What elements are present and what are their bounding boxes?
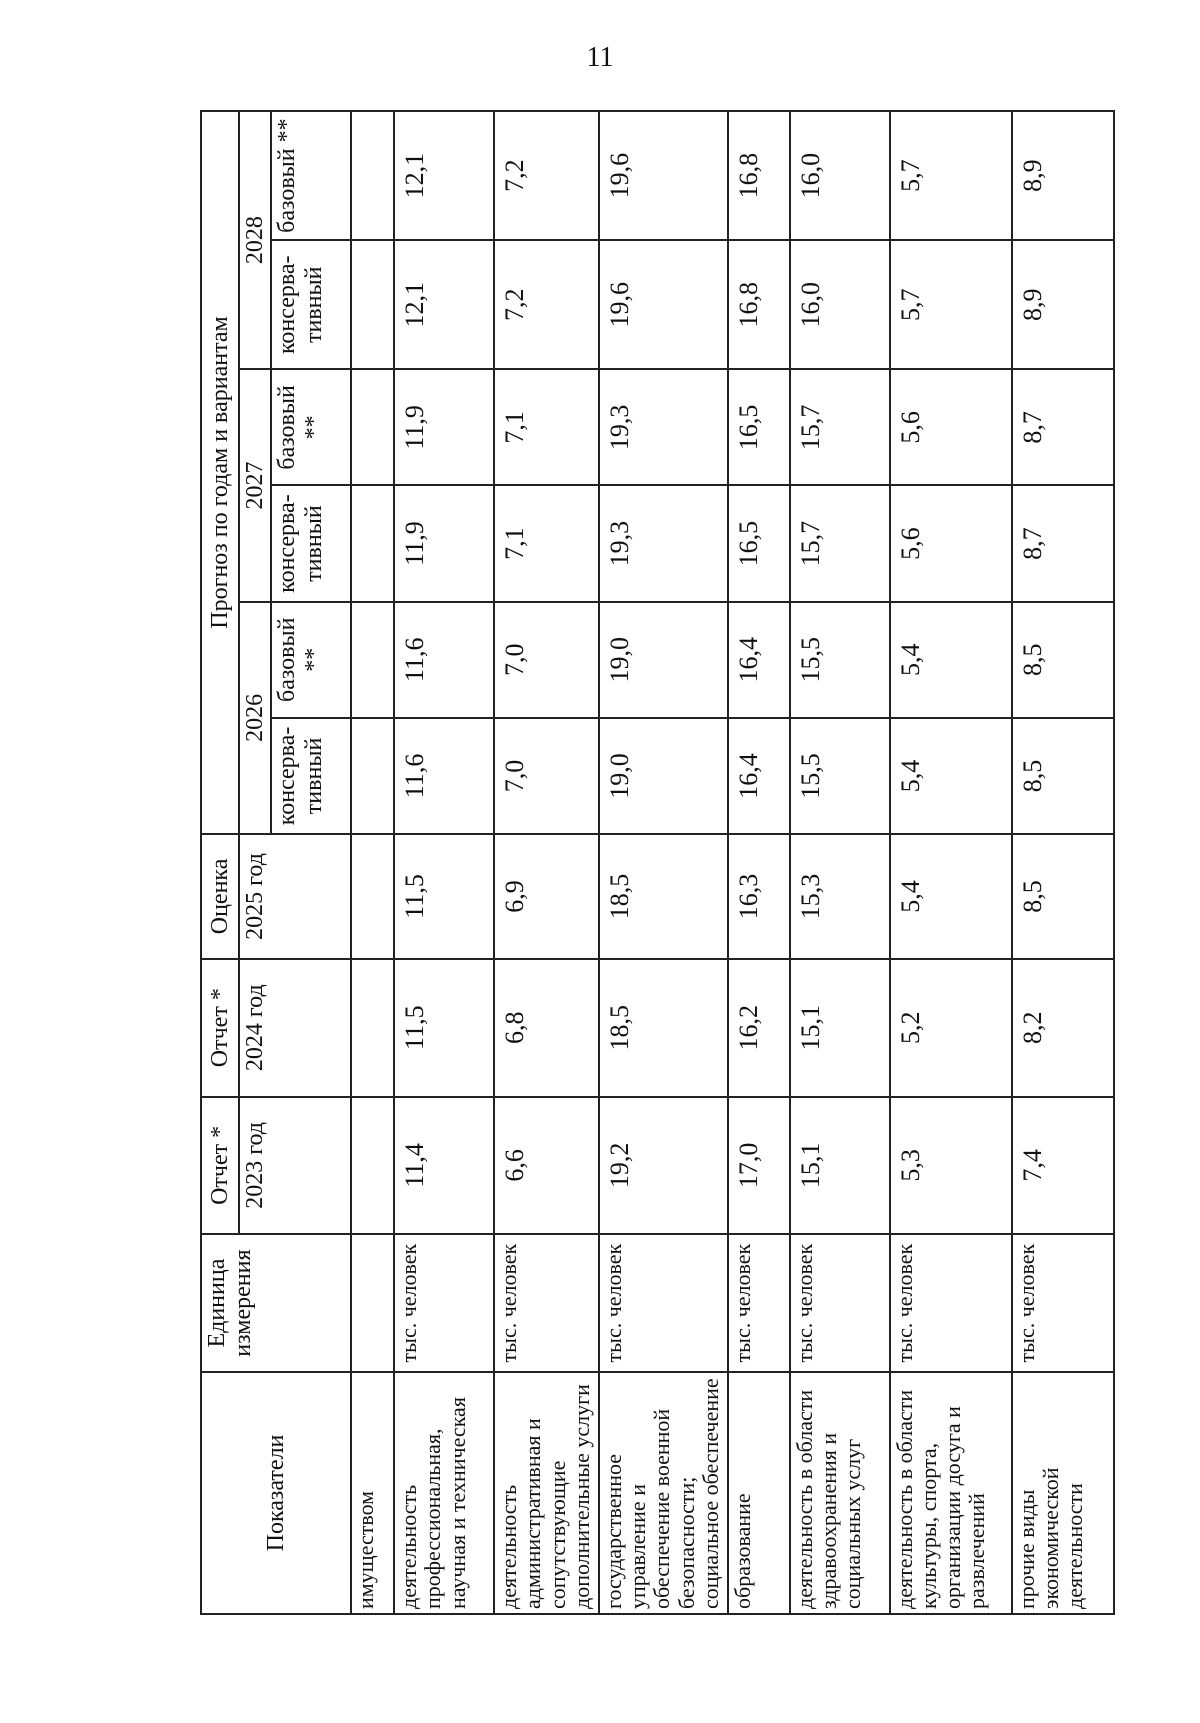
- value-cell: 19,2: [599, 1097, 728, 1235]
- table-row: [599, 111, 728, 1614]
- row-name: образование: [728, 1372, 789, 1614]
- table-body: [351, 111, 1114, 1614]
- value-cell: 8,7: [1012, 369, 1114, 485]
- value-cell: 6,8: [494, 959, 599, 1097]
- value-cell: 15,5: [790, 718, 890, 834]
- value-cell: 16,5: [728, 369, 789, 485]
- value-cell: 5,6: [890, 485, 1012, 601]
- header-estimate-2025: Оценка: [201, 834, 239, 959]
- header-2028-conservative: консерва-тивный: [271, 240, 351, 369]
- value-cell: 11,5: [394, 959, 494, 1097]
- row-name: деятельность профессиональная, научная и техническая: [394, 1372, 494, 1614]
- value-cell: 5,6: [890, 369, 1012, 485]
- value-cell: 7,2: [494, 240, 599, 369]
- row-unit: тыс. человек: [1012, 1234, 1114, 1372]
- row-name: государственное управление и обеспечение военной безопасности; социальное обеспечение: [599, 1372, 728, 1614]
- value-cell: 8,7: [1012, 485, 1114, 601]
- empty-cell: [351, 111, 394, 240]
- table-row: [394, 111, 494, 1614]
- value-cell: 18,5: [599, 959, 728, 1097]
- value-cell: 15,5: [790, 602, 890, 718]
- empty-cell: [351, 1097, 394, 1235]
- header-forecast: Прогноз по годам и вариантам: [201, 111, 239, 834]
- empty-cell: [351, 1234, 394, 1372]
- value-cell: 16,0: [790, 240, 890, 369]
- table-row: [790, 111, 890, 1614]
- header-2026-conservative: консерва-тивный: [271, 718, 351, 834]
- value-cell: 6,9: [494, 834, 599, 959]
- empty-cell: [351, 369, 394, 485]
- table-row-carryover: [351, 111, 394, 1614]
- header-year-2025: 2025 год: [239, 834, 351, 959]
- value-cell: 8,5: [1012, 602, 1114, 718]
- row-unit: тыс. человек: [790, 1234, 890, 1372]
- value-cell: 16,8: [728, 240, 789, 369]
- header-year-2023: 2023 год: [239, 1097, 351, 1235]
- value-cell: 7,2: [494, 111, 599, 240]
- value-cell: 19,6: [599, 111, 728, 240]
- forecast-table: [200, 110, 1115, 1615]
- empty-cell: [351, 834, 394, 959]
- header-year-2024: 2024 год: [239, 959, 351, 1097]
- value-cell: 8,5: [1012, 718, 1114, 834]
- value-cell: 18,5: [599, 834, 728, 959]
- page-number: 11: [586, 42, 614, 73]
- empty-cell: [351, 485, 394, 601]
- value-cell: 19,6: [599, 240, 728, 369]
- value-cell: 7,4: [1012, 1097, 1114, 1235]
- table-row: [1012, 111, 1114, 1614]
- value-cell: 7,1: [494, 485, 599, 601]
- value-cell: 7,1: [494, 369, 599, 485]
- value-cell: 16,0: [790, 111, 890, 240]
- row-name: деятельность в области здравоохранения и социальных услуг: [790, 1372, 890, 1614]
- empty-cell: [351, 602, 394, 718]
- rotated-table-wrapper: [200, 110, 1115, 1615]
- value-cell: 16,4: [728, 602, 789, 718]
- value-cell: 16,3: [728, 834, 789, 959]
- header-report-2023: Отчет *: [201, 1097, 239, 1235]
- value-cell: 8,9: [1012, 111, 1114, 240]
- value-cell: 19,0: [599, 718, 728, 834]
- value-cell: 15,7: [790, 485, 890, 601]
- empty-cell: [351, 718, 394, 834]
- value-cell: 16,8: [728, 111, 789, 240]
- value-cell: 6,6: [494, 1097, 599, 1235]
- empty-cell: [351, 240, 394, 369]
- value-cell: 11,9: [394, 485, 494, 601]
- row-unit: тыс. человек: [599, 1234, 728, 1372]
- value-cell: 11,9: [394, 369, 494, 485]
- value-cell: 12,1: [394, 240, 494, 369]
- row-unit: тыс. человек: [494, 1234, 599, 1372]
- value-cell: 11,5: [394, 834, 494, 959]
- header-unit: Единица измерения: [201, 1234, 351, 1372]
- value-cell: 5,7: [890, 240, 1012, 369]
- row-name: деятельность в области культуры, спорта, организации досуга и развлечений: [890, 1372, 1012, 1614]
- value-cell: 16,5: [728, 485, 789, 601]
- value-cell: 19,3: [599, 369, 728, 485]
- value-cell: 7,0: [494, 602, 599, 718]
- value-cell: 11,6: [394, 602, 494, 718]
- header-2027-conservative: консерва-тивный: [271, 485, 351, 601]
- value-cell: 5,3: [890, 1097, 1012, 1235]
- header-2026-base: базовый **: [271, 602, 351, 718]
- row-unit: тыс. человек: [394, 1234, 494, 1372]
- table-row: [494, 111, 599, 1614]
- table-row: [728, 111, 789, 1614]
- value-cell: 5,2: [890, 959, 1012, 1097]
- header-year-2027: 2027: [239, 369, 271, 601]
- row-unit: тыс. человек: [728, 1234, 789, 1372]
- header-indicator: Показатели: [201, 1372, 351, 1614]
- value-cell: 8,5: [1012, 834, 1114, 959]
- header-report-2024: Отчет *: [201, 959, 239, 1097]
- empty-cell: [351, 959, 394, 1097]
- row-name: прочие виды экономической деятельности: [1012, 1372, 1114, 1614]
- value-cell: 17,0: [728, 1097, 789, 1235]
- row-name: имуществом: [351, 1372, 394, 1614]
- value-cell: 16,2: [728, 959, 789, 1097]
- value-cell: 5,4: [890, 834, 1012, 959]
- header-year-2026: 2026: [239, 602, 271, 834]
- value-cell: 5,4: [890, 718, 1012, 834]
- header-2027-base: базовый **: [271, 369, 351, 485]
- value-cell: 5,7: [890, 111, 1012, 240]
- row-name: деятельность административная и сопутствующие дополнительные услуги: [494, 1372, 599, 1614]
- value-cell: 19,3: [599, 485, 728, 601]
- value-cell: 16,4: [728, 718, 789, 834]
- row-unit: тыс. человек: [890, 1234, 1012, 1372]
- value-cell: 15,1: [790, 959, 890, 1097]
- value-cell: 11,6: [394, 718, 494, 834]
- value-cell: 15,7: [790, 369, 890, 485]
- header-2028-base: базовый **: [271, 111, 351, 240]
- value-cell: 5,4: [890, 602, 1012, 718]
- table-row: [890, 111, 1012, 1614]
- value-cell: 11,4: [394, 1097, 494, 1235]
- value-cell: 7,0: [494, 718, 599, 834]
- value-cell: 12,1: [394, 111, 494, 240]
- value-cell: 19,0: [599, 602, 728, 718]
- value-cell: 15,1: [790, 1097, 890, 1235]
- value-cell: 15,3: [790, 834, 890, 959]
- value-cell: 8,2: [1012, 959, 1114, 1097]
- value-cell: 8,9: [1012, 240, 1114, 369]
- header-year-2028: 2028: [239, 111, 271, 369]
